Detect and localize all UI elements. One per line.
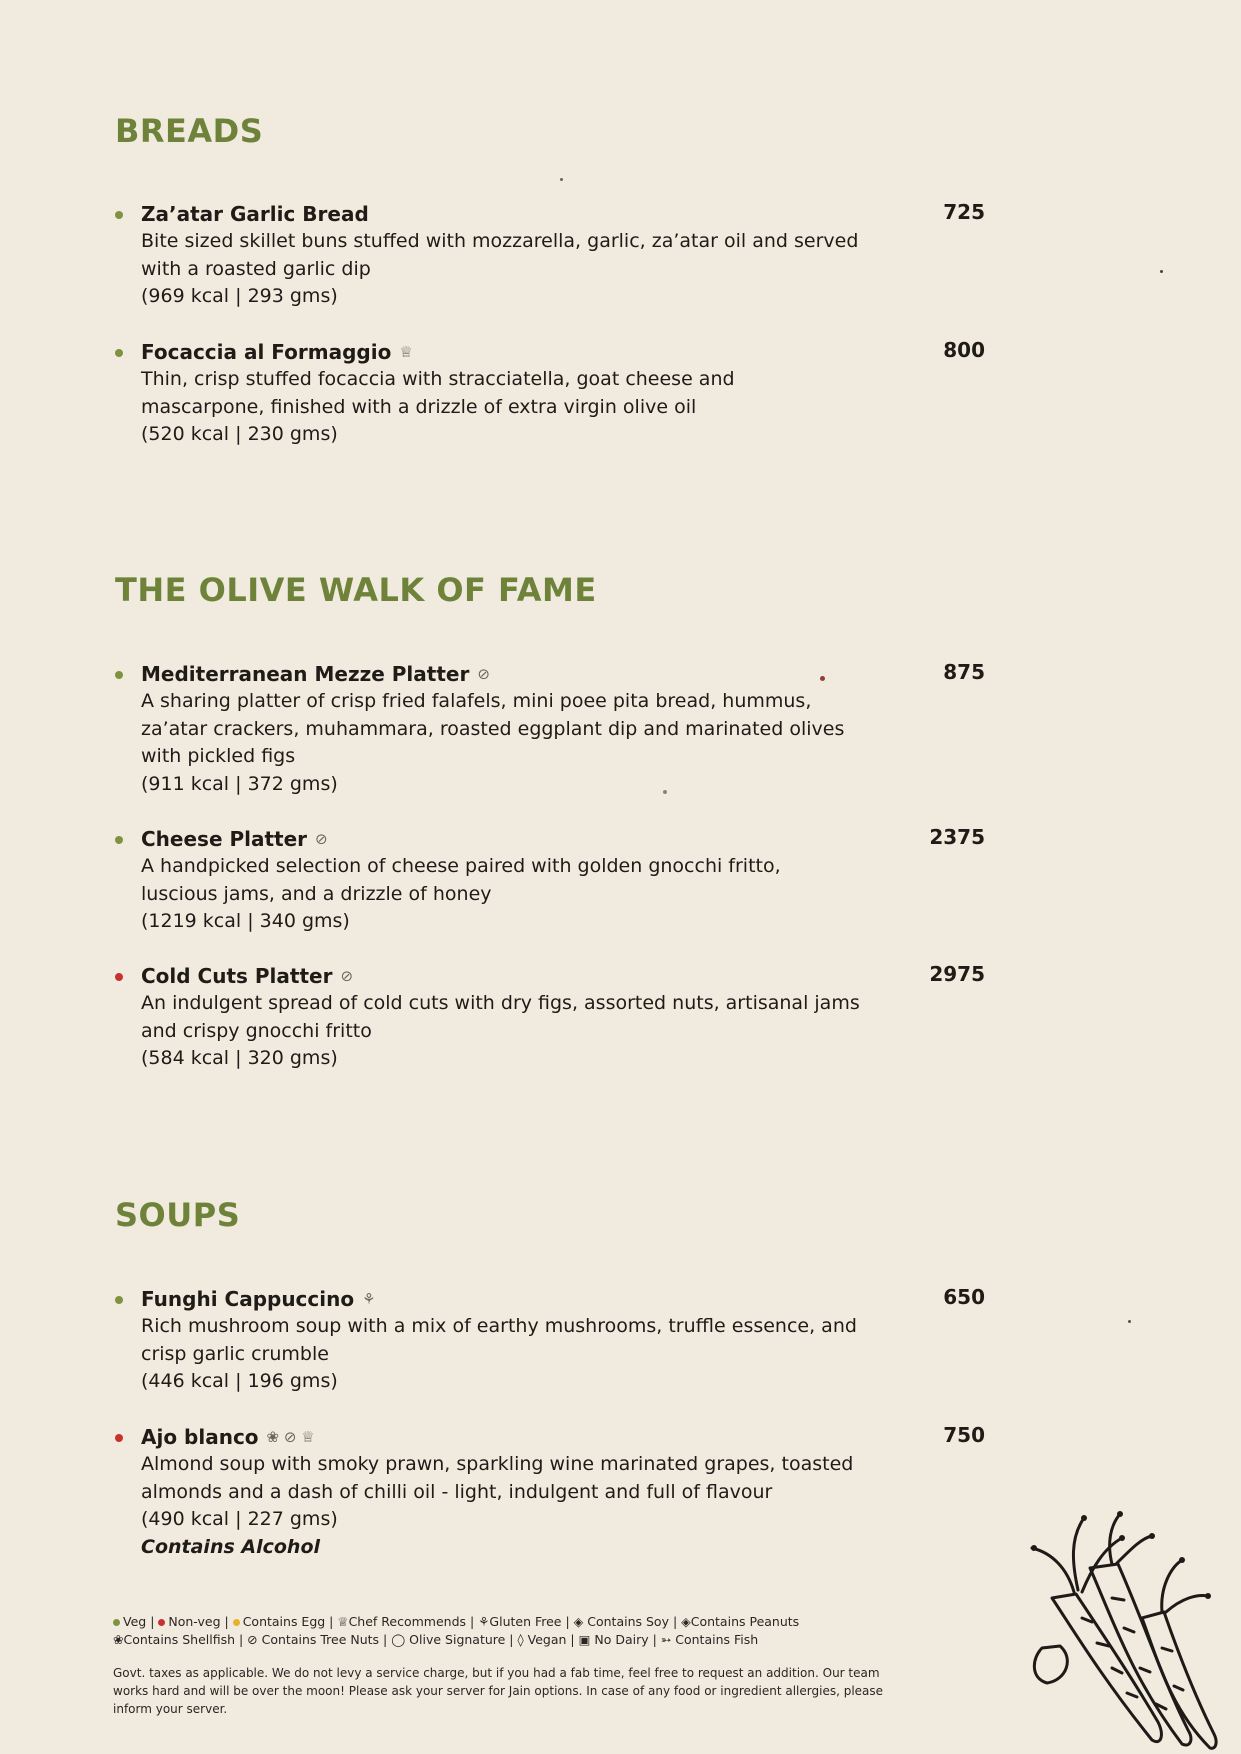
item-nutrition: (911 kcal | 372 gms) xyxy=(141,772,338,795)
legend-veg: Veg xyxy=(123,1614,147,1629)
chef-recommends-icon: ♕ xyxy=(399,343,413,361)
section-title: SOUPS xyxy=(115,1196,241,1234)
section-title: THE OLIVE WALK OF FAME xyxy=(115,571,597,609)
item-name: Cheese Platter xyxy=(141,827,308,851)
menu-item xyxy=(115,825,985,936)
veg-dot-icon xyxy=(115,671,123,679)
veg-dot-icon xyxy=(113,1619,120,1626)
legend-nonveg: Non-veg xyxy=(168,1614,221,1629)
section-title: BREADS xyxy=(115,112,264,150)
item-description: Almond soup with smoky prawn, sparkling wine marinated grapes, toasted almonds and a dash of chilli oil - light, indulgent and full of flavour xyxy=(141,1453,854,1503)
item-price: 2375 xyxy=(929,825,985,849)
nonveg-dot-icon xyxy=(115,973,123,981)
item-name: Ajo blanco xyxy=(141,1425,259,1449)
legend-egg: Contains Egg xyxy=(242,1614,326,1629)
nonveg-dot-icon xyxy=(115,1434,123,1442)
legend-line-2: ❀Contains Shellfish | ⊘ Contains Tree Nuts | ◯ Olive Signature | ◊ Vegan | ▣ No Dairy | ➳ Contains Fish xyxy=(113,1632,759,1647)
item-name: Cold Cuts Platter xyxy=(141,964,333,988)
item-description: A sharing platter of crisp fried falafels, mini poee pita bread, hummus, za’atar crackers, muhammara, roasted eggplant dip and marinated olives with pickled figs xyxy=(141,690,845,767)
item-description: A handpicked selection of cheese paired with golden gnocchi fritto, luscious jams, and a drizzle of honey xyxy=(141,855,781,905)
item-description: Rich mushroom soup with a mix of earthy mushrooms, truffle essence, and crisp garlic crumble xyxy=(141,1315,857,1365)
egg-dot-icon xyxy=(233,1619,240,1626)
veg-dot-icon xyxy=(115,211,123,219)
tree-nuts-icon: ⊘ xyxy=(340,967,354,985)
menu-item xyxy=(115,660,985,798)
veg-dot-icon xyxy=(115,1296,123,1304)
item-nutrition: (969 kcal | 293 gms) xyxy=(141,285,338,307)
item-nutrition: (490 kcal | 227 gms) xyxy=(141,1508,338,1530)
menu-item xyxy=(115,338,985,449)
paper-speck xyxy=(1128,1320,1131,1323)
item-price: 725 xyxy=(943,200,985,224)
tree-nuts-icon: ⊘ xyxy=(477,665,490,683)
menu-item xyxy=(115,1285,985,1396)
item-nutrition: (520 kcal | 230 gms) xyxy=(141,423,338,445)
menu-item xyxy=(115,962,985,1073)
menu-item xyxy=(115,1423,985,1561)
legend-rest: ♕Chef Recommends | ⚘Gluten Free | ◈ Contains Soy | ◈Contains Peanuts xyxy=(337,1614,800,1629)
item-price: 2975 xyxy=(929,962,985,986)
item-name: Funghi Cappuccino xyxy=(141,1287,355,1311)
tree-nuts-icon: ⊘ xyxy=(315,830,328,848)
item-name: Mediterranean Mezze Platter xyxy=(141,662,470,686)
allergen-icons: ❀ ⊘ ♕ xyxy=(266,1428,315,1446)
item-description: An indulgent spread of cold cuts with dry figs, assorted nuts, artisanal jams and crispy gnocchi fritto xyxy=(141,992,860,1042)
paper-speck xyxy=(1160,270,1163,273)
item-name: Za’atar Garlic Bread xyxy=(141,202,369,226)
item-note: Contains Alcohol xyxy=(141,1535,321,1558)
nonveg-dot-icon xyxy=(158,1619,165,1626)
item-name: Focaccia al Formaggio xyxy=(141,340,392,364)
item-nutrition: (1219 kcal | 340 gms) xyxy=(141,910,350,932)
carrot-illustration xyxy=(1012,1508,1224,1754)
veg-dot-icon xyxy=(115,836,123,844)
item-nutrition: (584 kcal | 320 gms) xyxy=(141,1047,338,1069)
veg-dot-icon xyxy=(115,349,123,357)
legend-line-1: Veg | Non-veg | Contains Egg | ♕Chef Recommends | ⚘Gluten Free | ◈ Contains Soy | ◈Contains Peanuts xyxy=(113,1613,913,1631)
item-price: 800 xyxy=(943,338,985,362)
item-description: Bite sized skillet buns stuffed with mozzarella, garlic, za’atar oil and served with a roasted garlic dip xyxy=(141,230,859,280)
item-price: 750 xyxy=(943,1423,985,1447)
gluten-free-icon: ⚘ xyxy=(362,1290,376,1308)
item-price: 875 xyxy=(943,660,985,684)
item-nutrition: (446 kcal | 196 gms) xyxy=(141,1370,338,1392)
footnote: Govt. taxes as applicable. We do not levy a service charge, but if you had a fab time, feel free to request an addition. Our team works hard and will be over the moon! Please ask your server for Jain options. In case of any food or ingredient allergies, please inform your server. xyxy=(113,1666,884,1716)
paper-speck xyxy=(560,178,563,181)
item-price: 650 xyxy=(943,1285,985,1309)
dietary-legend xyxy=(113,1613,913,1649)
menu-item xyxy=(115,200,985,311)
item-description: Thin, crisp stuffed focaccia with stracciatella, goat cheese and mascarpone, finished with a drizzle of extra virgin olive oil xyxy=(141,368,735,418)
